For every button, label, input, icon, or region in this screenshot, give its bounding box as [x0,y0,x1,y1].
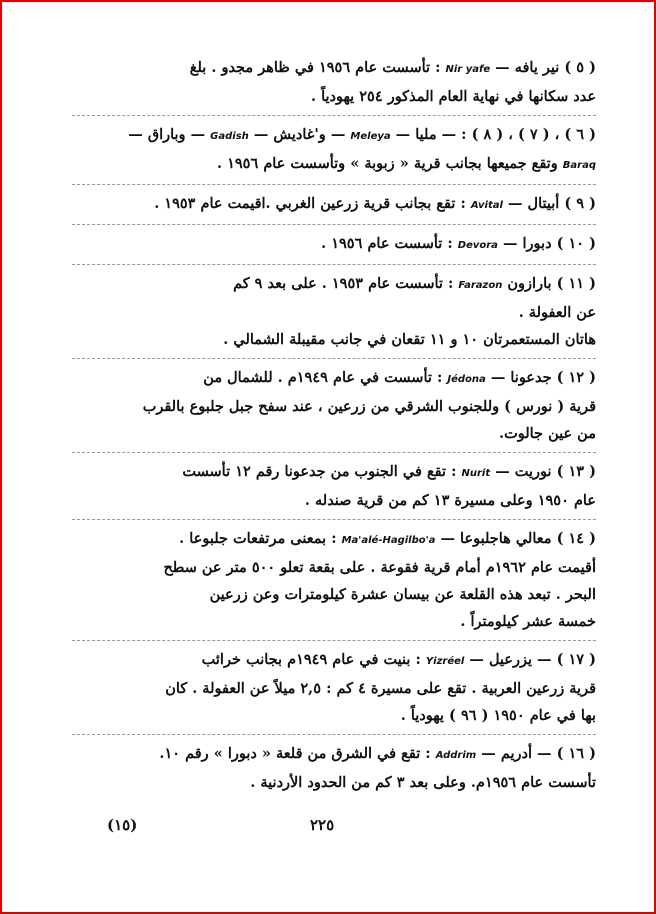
page-footer [2,816,654,846]
text-line [72,525,596,554]
arabic-text: : بمعنى مرتفعات جلبوعا . [179,530,342,547]
arabic-text: ( ١٦ ) — أدريم — [476,745,596,762]
latin-name: Yizréel [425,656,465,667]
arabic-text: خمسة عشر كيلومتراً . [460,613,596,630]
arabic-text: : تقع بجانب قرية زرعين الغربي .اقيمت عام ١٩٥٣ . [154,195,471,212]
arabic-text: هاتان المستعمرتان ١٠ و ١١ تقعان في جانب مقيبلة الشمالي . [223,331,596,348]
arabic-text: — وباراق — [128,126,211,143]
text-line [72,769,596,796]
arabic-text: عام ١٩٥٠ وعلى مسيرة ١٣ كم من قرية صندله . [304,492,596,509]
arabic-text: عدد سكانها في نهاية العام المذكور ٢٥٤ يهودياً . [311,88,596,105]
arabic-text: : تأسست عام ١٩٥٦ في ظاهر مجدو . بلغ [189,59,446,76]
text-line [72,326,596,353]
arabic-text: ( ١٤ ) معالي هاجلبوعا — [435,530,596,547]
arabic-text: أقيمت عام ١٩٦٢م أمام قرية فقوعة . على بقعة تعلو ٥٠٠ متر عن سطح [163,559,596,576]
text-line [72,150,596,179]
latin-name: Meleya [350,131,391,142]
latin-name: Ma'alé-Hagilbo'a [341,535,436,546]
settlement-entry [72,646,596,729]
settlement-entry [72,525,596,635]
arabic-text: ( ١٧ ) — يزرعيل — [464,651,596,668]
arabic-text: : تأسست في عام ١٩٤٩م . للشمال من [203,369,448,386]
arabic-text: — و'غاديش — [248,126,351,143]
settlement-entry [72,190,596,219]
settlement-entry [72,458,596,514]
entry-separator [72,640,596,641]
latin-name: Jédona [447,374,486,385]
arabic-text: : بنيت في عام ١٩٤٩م بجانب خرائب [201,651,426,668]
entry-separator [72,224,596,225]
settlement-entry [72,270,596,353]
text-line [72,608,596,635]
section-number: (١٥) [107,816,138,834]
entry-separator [72,358,596,359]
text-line [72,740,596,769]
entry-separator [72,519,596,520]
arabic-text: من عين جالوت. [499,425,596,442]
text-line [72,364,596,393]
settlement-entry [72,54,596,110]
text-line [72,487,596,514]
text-line [72,190,596,219]
text-line [72,121,596,150]
arabic-text: البحر . تبعد هذه القلعة عن بيسان عشرة كيلومترات وعن زرعين [209,586,596,603]
text-line [72,299,596,326]
entry-separator [72,184,596,185]
entry-separator [72,734,596,735]
entry-separator [72,264,596,265]
settlement-entry [72,121,596,179]
text-line [72,458,596,487]
text-line [72,420,596,447]
arabic-text: : تأسست عام ١٩٥٣ . على بعد ٩ كم [233,275,459,292]
settlement-entry [72,740,596,796]
text-line [72,702,596,729]
text-line [72,675,596,702]
arabic-text: ( ١٣ ) نوريت — [490,463,596,480]
arabic-text: قرية زرعين العربية . تقع على مسيرة ٤ كم : ٢,٥ ميلاً عن العفولة . كان [165,680,596,697]
text-line [72,270,596,299]
arabic-text: : تأسست عام ١٩٥٦ . [321,235,458,252]
arabic-text: ( ٦ ) ، ( ٧ ) ، ( ٨ ) : — مليا — [390,126,596,143]
settlement-entry [72,230,596,259]
latin-name: Farazon [458,280,503,291]
latin-name: Avital [470,200,503,211]
latin-name: Addrim [435,750,477,761]
arabic-text: : تقع في الجنوب من جدعونا رقم ١٢ تأسست [182,463,462,480]
latin-name: Nurit [461,468,491,479]
text-line [72,646,596,675]
text-line [72,83,596,110]
latin-name: Devora [457,240,498,251]
arabic-text: وتقع جميعها بجانب قرية « زبوبة » وتأسست عام ١٩٥٦ . [217,155,563,172]
text-line [72,581,596,608]
entry-separator [72,452,596,453]
arabic-text: ( ١٠ ) دبورا — [497,235,596,252]
arabic-text: بها في عام ١٩٥٠ ( ٩٦ ) يهودياً . [400,707,596,724]
arabic-text: ( ١٢ ) جدعونا — [485,369,596,386]
latin-name: Baraq [562,160,596,171]
text-line [72,54,596,83]
page-content [72,54,596,796]
text-line [72,554,596,581]
arabic-text: ( ٩ ) أبيتال — [502,195,596,212]
arabic-text: ( ٥ ) نير يافه — [490,59,596,76]
arabic-text: : تقع في الشرق من قلعة « دبورا » رقم ١٠. [159,745,436,762]
arabic-text: ( ١١ ) بارازون [502,275,596,292]
arabic-text: تأسست عام ١٩٥٦م. وعلى بعد ٣ كم من الحدود الأردنية . [250,774,596,791]
page-number: ٢٢٥ [310,816,335,834]
settlement-entry [72,364,596,447]
latin-name: Nir yafe [445,64,491,75]
arabic-text: عن العفولة . [518,304,596,321]
text-line [72,230,596,259]
text-line [72,393,596,420]
entry-separator [72,115,596,116]
arabic-text: قرية ( نورس ) وللجنوب الشرقي من زرعين ، عند سفح جبل جلبوع بالقرب [142,398,596,415]
latin-name: Gadish [210,131,249,142]
